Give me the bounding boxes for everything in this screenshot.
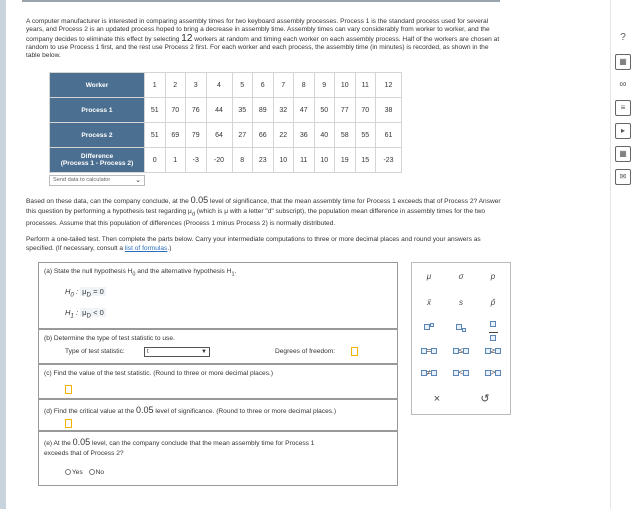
instructions-line: [26, 245, 606, 254]
intro-text: workers at random and timing each worker on each assembly process. Half of the workers are chosen at: [194, 35, 500, 43]
p-button[interactable]: p: [490, 272, 496, 281]
null-hypothesis-answer[interactable]: $\mu_D = 0$: [82, 287, 104, 299]
part-a-text: (a) State the null hypothesis H: [44, 268, 133, 275]
part-e-text: level, can the company conclude that the mean assembly time for Process 1: [91, 440, 315, 447]
box-icon: [495, 370, 501, 376]
alternative-hypothesis: $H_1$ : $\mu_D < 0$: [65, 308, 104, 320]
x-bar-button[interactable]: x̄: [427, 298, 431, 307]
difference-cell: 23: [253, 148, 274, 173]
mu-symbol: μ: [82, 308, 87, 317]
yes-label: Yes: [72, 469, 83, 476]
h1-symbol: H: [65, 308, 71, 317]
intro-text: company decides to eliminate this effect by selecting: [26, 35, 180, 43]
left-edge-strip: [0, 0, 6, 509]
worker-cell: 10: [335, 73, 356, 98]
box-icon: [463, 370, 469, 376]
subscript-button[interactable]: [448, 319, 474, 335]
box-icon: [495, 348, 501, 354]
yes-no-options: [65, 469, 104, 476]
part-c-prompt: (c) Find the value of the test statistic. (Round to three or more decimal places.): [44, 370, 274, 377]
difference-label: Difference: [80, 153, 114, 160]
intro-line: A computer manufacturer is interested in comparing assembly times for two keyboard assembly processes. Process 1 is the standard process used for several: [26, 18, 489, 25]
worker-cell: 6: [253, 73, 274, 98]
difference-cell: 10: [273, 148, 294, 173]
right-tool-rail: [610, 0, 634, 509]
time-cell: 36: [294, 123, 315, 148]
test-statistic-input[interactable]: [65, 385, 72, 394]
worker-cell: 12: [376, 73, 402, 98]
worker-cell: 5: [232, 73, 253, 98]
intro-line: table below.: [26, 52, 61, 60]
mu-button[interactable]: μ: [426, 272, 432, 281]
calculator-icon[interactable]: ▦: [615, 54, 631, 70]
part-a-prompt: (a) State the null hypothesis $H_0$ and the alternative hypothesis $H_1$.: [44, 268, 237, 278]
box-icon: [490, 335, 496, 341]
part-d-text: level of significance. (Round to three or more decimal places.): [155, 408, 337, 415]
h0-value: = 0: [93, 287, 104, 296]
test-statistic-label: Type of test statistic:: [65, 348, 125, 355]
time-cell: 64: [206, 123, 232, 148]
time-cell: 51: [145, 123, 166, 148]
time-cell: 27: [232, 123, 253, 148]
send-to-calculator-label: Send data to calculator: [53, 177, 111, 183]
time-cell: 77: [335, 98, 356, 123]
undo-icon[interactable]: ↺: [480, 393, 490, 405]
time-cell: 69: [165, 123, 186, 148]
worker-cell: 4: [206, 73, 232, 98]
significance-level: 0.05: [190, 195, 209, 205]
worker-cell: 9: [314, 73, 335, 98]
question-text: level of significance, that the mean assembly time for Process 1 exceeds that of Process 2? Answer: [209, 198, 501, 205]
part-b-box: [38, 329, 398, 364]
notes-icon[interactable]: ≡: [615, 100, 631, 116]
part-d-box: [38, 399, 398, 431]
sample-size: 12: [181, 32, 193, 44]
worker-cell: 7: [273, 73, 294, 98]
significance-level: 0.05: [136, 405, 154, 415]
superscript-button[interactable]: [416, 319, 442, 335]
dropdown-caret-icon: ▼: [201, 349, 207, 355]
less-than-button[interactable]: [448, 365, 474, 381]
difference-cell: 10: [314, 148, 335, 173]
part-c-box: [38, 364, 398, 399]
table-row: [50, 98, 402, 123]
difference-cell: 1: [165, 148, 186, 173]
help-glyph: ?: [620, 32, 626, 43]
clear-icon[interactable]: ×: [433, 393, 441, 405]
difference-cell: -20: [206, 148, 232, 173]
difference-header: [50, 148, 145, 173]
equals-button[interactable]: [416, 343, 442, 359]
time-cell: 89: [253, 98, 274, 123]
table-row: [50, 123, 402, 148]
time-cell: 66: [253, 123, 274, 148]
greater-than-symbol: >: [490, 368, 496, 377]
question-line: processes. Assume that this population of differences (Process 1 minus Process 2) is normally distributed.: [26, 220, 336, 228]
box-icon: [463, 348, 469, 354]
difference-cell: -3: [186, 148, 207, 173]
time-cell: 47: [294, 98, 315, 123]
no-label: No: [95, 469, 105, 476]
equals-symbol: =: [426, 346, 432, 355]
video-icon[interactable]: ▸: [615, 123, 631, 139]
instructions-paragraph: [26, 236, 606, 253]
difference-cell: 15: [355, 148, 376, 173]
instructions-text: .): [167, 244, 172, 252]
question-line: [26, 196, 606, 207]
time-cell: 44: [206, 98, 232, 123]
symbol-palette: [411, 262, 511, 415]
box-icon: [431, 348, 437, 354]
no-radio[interactable]: [89, 469, 95, 475]
problem-intro: [26, 18, 602, 60]
yes-radio[interactable]: [65, 469, 71, 475]
time-cell: 79: [186, 123, 207, 148]
small-box-icon: [462, 328, 466, 332]
significance-level: 0.05: [72, 437, 91, 447]
part-a-text: and the alternative hypothesis H: [137, 268, 232, 275]
worker-cell: 2: [165, 73, 186, 98]
alternative-hypothesis-answer[interactable]: $\mu_D < 0$: [82, 308, 104, 320]
instructions-line: Perform a one-tailed test. Then complete the parts below. Carry your intermediate computations to three or more decimal places and round your answers as: [26, 236, 481, 243]
time-cell: 50: [314, 98, 335, 123]
greater-equal-button[interactable]: [480, 343, 506, 359]
worker-cell: 3: [186, 73, 207, 98]
part-e-line: [44, 437, 314, 449]
instructions-text: specified. (If necessary, consult a: [26, 244, 123, 252]
sigma-button[interactable]: σ: [458, 272, 464, 281]
chevron-down-icon: ⌄: [135, 177, 141, 184]
question-paragraph: [26, 196, 606, 229]
question-line: [26, 207, 606, 220]
part-a-box: [38, 262, 398, 329]
box-icon: [431, 370, 437, 376]
time-cell: 70: [355, 98, 376, 123]
test-statistic-select[interactable]: [144, 347, 210, 357]
worker-cell: 11: [355, 73, 376, 98]
difference-cell: 8: [232, 148, 253, 173]
less-than-symbol: <: [458, 368, 464, 377]
difference-sublabel: (Process 1 - Process 2): [60, 160, 134, 167]
time-cell: 22: [273, 123, 294, 148]
part-e-text: (e) At the: [44, 440, 71, 447]
question-text: Based on these data, can the company conclude, at the: [26, 198, 189, 205]
less-equal-symbol: ≤: [458, 346, 464, 355]
yes-option[interactable]: [65, 469, 83, 476]
degrees-of-freedom-input[interactable]: [351, 347, 358, 356]
mu-symbol: μ: [82, 287, 87, 296]
mail-icon[interactable]: ✉: [615, 169, 631, 185]
time-cell: 70: [165, 98, 186, 123]
p-hat-button[interactable]: p̂: [490, 298, 496, 307]
mu-subscript: d: [191, 210, 195, 217]
part-d-text: (d) Find the critical value at the: [44, 408, 135, 415]
part-e-box: [38, 431, 398, 486]
intro-line: random to use Process 1 first, and the rest use Process 2 first. For each worker and each process, the assembly time (in minutes) is recorded, as shown in the: [26, 43, 489, 51]
time-cell: 38: [376, 98, 402, 123]
worker-cell: 8: [294, 73, 315, 98]
question-text: (which is μ with a letter "d" subscript), the population mean difference in assembly times for the two: [196, 207, 486, 215]
not-equal-symbol: ≠: [426, 368, 432, 377]
question-text: this question by performing a hypothesis test regarding μ: [26, 207, 192, 215]
greater-equal-symbol: ≥: [490, 346, 496, 355]
h0-symbol: H: [65, 287, 71, 296]
top-progress-bar: [22, 0, 500, 2]
formulas-link[interactable]: list of formulas: [124, 244, 168, 252]
worker-header: Worker: [50, 73, 145, 98]
critical-value-input[interactable]: [65, 419, 72, 428]
send-to-calculator-dropdown[interactable]: [49, 175, 145, 186]
degrees-of-freedom-label: Degrees of freedom:: [275, 348, 336, 355]
worker-cell: 1: [145, 73, 166, 98]
table-row: [50, 73, 402, 98]
h1-value: < 0: [93, 308, 104, 317]
help-icon[interactable]: [615, 30, 631, 46]
difference-cell: 19: [335, 148, 356, 173]
calendar-icon[interactable]: ▦: [615, 146, 631, 162]
difference-cell: 0: [145, 148, 166, 173]
process-2-header: Process 2: [50, 123, 145, 148]
time-cell: 40: [314, 123, 335, 148]
time-cell: 58: [335, 123, 356, 148]
time-cell: 35: [232, 98, 253, 123]
time-cell: 76: [186, 98, 207, 123]
fraction-button[interactable]: [480, 319, 506, 335]
difference-cell: 11: [294, 148, 315, 173]
s-button[interactable]: s: [459, 298, 463, 307]
small-box-icon: [430, 323, 434, 327]
process-1-header: Process 1: [50, 98, 145, 123]
intro-line: years, and Process 2 is an updated process hoped to bring a decrease in assembly time. Assembly times can vary considerably from worker to worker, and the: [26, 26, 490, 34]
test-statistic-value: t: [147, 349, 149, 355]
difference-cell: -23: [376, 148, 402, 173]
part-b-prompt: (b) Determine the type of test statistic to use.: [44, 335, 175, 342]
part-e-line: exceeds that of Process 2?: [44, 450, 124, 457]
box-icon: [490, 321, 496, 327]
not-equal-button[interactable]: [416, 365, 442, 381]
part-d-prompt: [44, 405, 336, 415]
time-cell: 51: [145, 98, 166, 123]
part-e-prompt: [44, 437, 314, 459]
no-option[interactable]: [89, 469, 104, 476]
infinity-icon[interactable]: ∞: [619, 79, 627, 90]
null-hypothesis: $H_0$ : $\mu_D = 0$: [65, 287, 104, 299]
less-equal-button[interactable]: [448, 343, 474, 359]
greater-than-button[interactable]: [480, 365, 506, 381]
table-row: [50, 148, 402, 173]
assembly-times-table: [49, 72, 402, 173]
time-cell: 61: [376, 123, 402, 148]
intro-line: [26, 32, 602, 44]
time-cell: 55: [355, 123, 376, 148]
time-cell: 32: [273, 98, 294, 123]
